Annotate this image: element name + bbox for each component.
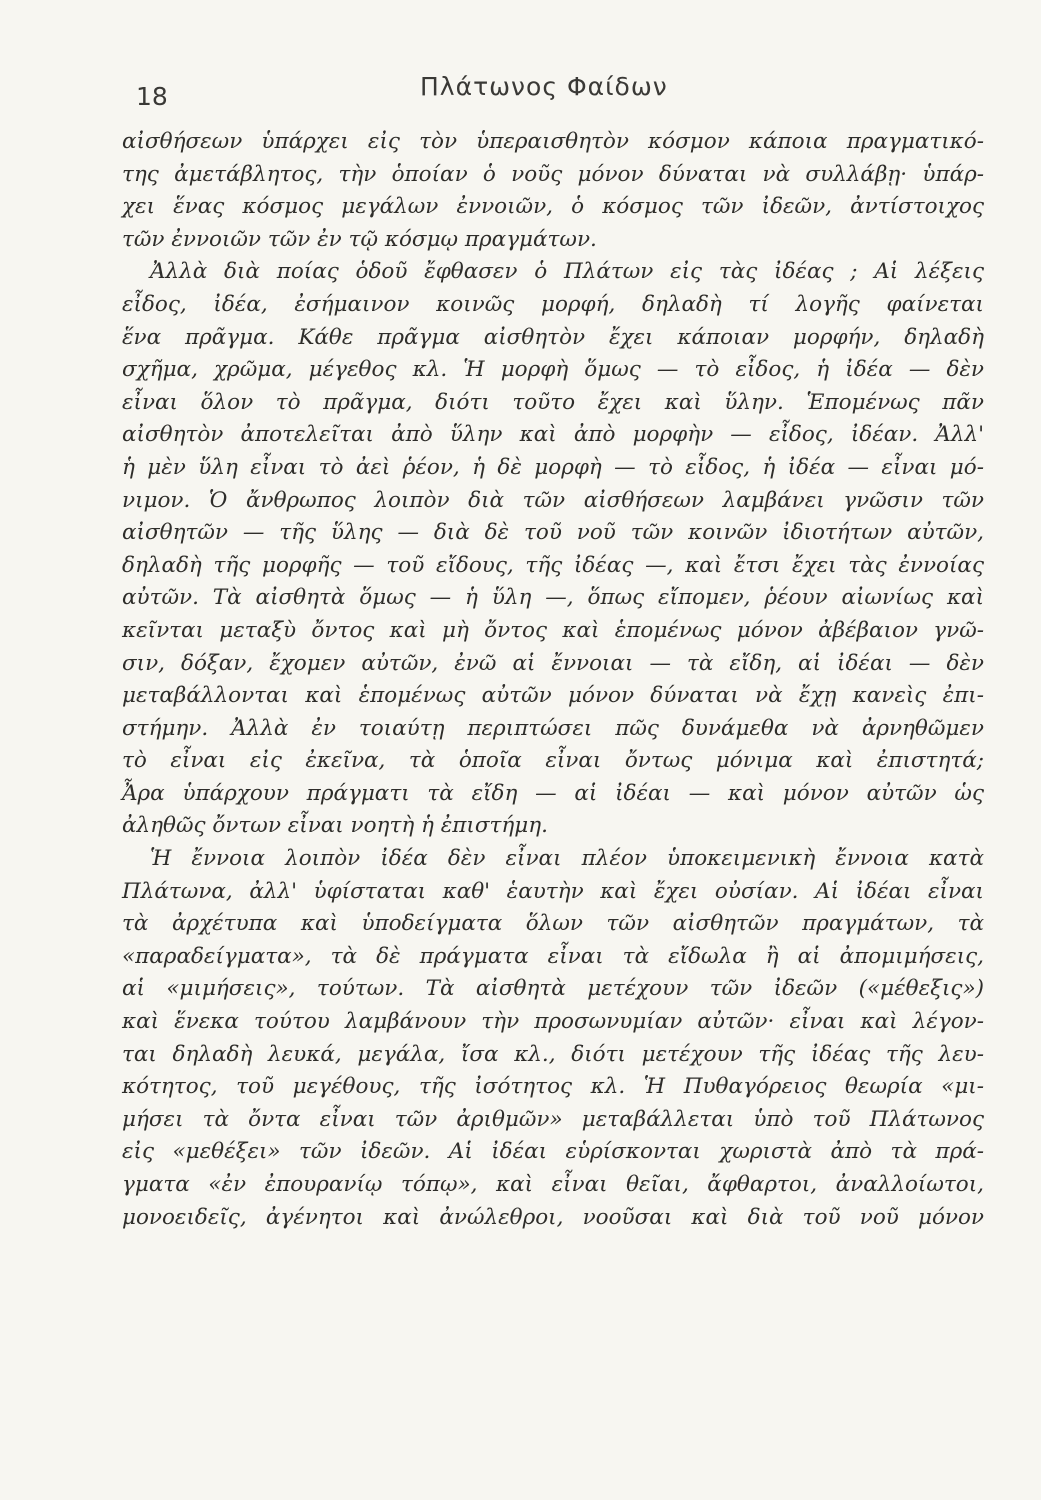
text-line: Ἡ ἔννοια λοιπὸν ἰδέα δὲν εἶναι πλέον ὑποκειμενικὴ ἔννοια κατὰ [150, 846, 984, 872]
text-line: αἱ «μιμήσεις», τούτων. Τὰ αἰσθητὰ μετέχουν τῶν ἰδεῶν («μέθεξις») [122, 976, 984, 1002]
text-line: ται δηλαδὴ λευκά, μεγάλα, ἴσα κλ., διότι μετέχουν τῆς ἰδέας τῆς λευ- [122, 1041, 984, 1067]
text-line: χει ἕνας κόσμος μεγάλων ἐννοιῶν, ὁ κόσμος τῶν ἰδεῶν, ἀντίστοιχος [122, 194, 984, 220]
text-line: μονοειδεῖς, ἀγένητοι καὶ ἀνώλεθροι, νοοῦσαι καὶ διὰ τοῦ νοῦ μόνον [122, 1204, 984, 1230]
text-line: τὸ εἶναι εἰς ἐκεῖνα, τὰ ὁποῖα εἶναι ὄντως μόνιμα καὶ ἐπιστητά; [122, 748, 984, 774]
text-line: «παραδείγματα», τὰ δὲ πράγματα εἶναι τὰ εἴδωλα ἢ αἱ ἀπομιμήσεις, [122, 943, 984, 969]
page-number: 18 [136, 82, 168, 111]
text-line: ἡ μὲν ὕλη εἶναι τὸ ἀεὶ ῥέον, ἡ δὲ μορφὴ — τὸ εἶδος, ἡ ἰδέα — εἶναι μό- [122, 454, 984, 480]
text-line: κεῖνται μεταξὺ ὄντος καὶ μὴ ὄντος καὶ ἑπομένως μόνον ἀβέβαιον γνῶ- [122, 617, 984, 643]
text-line: εἰς «μεθέξει» τῶν ἰδεῶν. Αἱ ἰδέαι εὑρίσκονται χωριστὰ ἀπὸ τὰ πρά- [122, 1139, 984, 1165]
text-line: τὰ ἀρχέτυπα καὶ ὑποδείγματα ὅλων τῶν αἰσθητῶν πραγμάτων, τὰ [122, 911, 984, 937]
text-line: εἶδος, ἰδέα, ἐσήμαινον κοινῶς μορφή, δηλαδὴ τί λογῆς φαίνεται [122, 291, 984, 317]
text-line: αἰσθήσεων ὑπάρχει εἰς τὸν ὑπεραισθητὸν κόσμον κάποια πραγματικό- [122, 129, 984, 154]
text-line: στήμην. Ἀλλὰ ἐν τοιαύτῃ περιπτώσει πῶς δυνάμεθα νὰ ἀρνηθῶμεν [122, 715, 984, 741]
text-line: δηλαδὴ τῆς μορφῆς — τοῦ εἴδους, τῆς ἰδέας —, καὶ ἔτσι ἔχει τὰς ἐννοίας [122, 552, 984, 578]
text-line: αἰσθητὸν ἀποτελεῖται ἀπὸ ὕλην καὶ ἀπὸ μορφὴν — εἶδος, ἰδέαν. Ἀλλ' [122, 422, 984, 448]
text-line: ἀληθῶς ὄντων εἶναι νοητὴ ἡ ἐπιστήμη. [122, 813, 549, 839]
text-line: αὐτῶν. Τὰ αἰσθητὰ ὅμως — ἡ ὕλη —, ὅπως εἴπομεν, ῥέουν αἰωνίως καὶ [122, 585, 984, 611]
text-line: κότητος, τοῦ μεγέθους, τῆς ἰσότητος κλ. Ἡ Πυθαγόρειος θεωρία «μι- [122, 1074, 984, 1100]
text-line: Ἀλλὰ διὰ ποίας ὁδοῦ ἔφθασεν ὁ Πλάτων εἰς τὰς ἰδέας ; Αἱ λέξεις [150, 259, 984, 285]
text-line: καὶ ἕνεκα τούτου λαμβάνουν τὴν προσωνυμίαν αὐτῶν· εἶναι καὶ λέγον- [122, 1009, 984, 1035]
running-head [0, 72, 1041, 112]
text-line: σιν, δόξαν, ἔχομεν αὐτῶν, ἐνῶ αἱ ἔννοιαι — τὰ εἴδη, αἱ ἰδέαι — δὲν [122, 650, 984, 676]
text-line: αἰσθητῶν — τῆς ὕλης — διὰ δὲ τοῦ νοῦ τῶν κοινῶν ἰδιοτήτων αὐτῶν, [122, 520, 984, 546]
text-line: τῶν ἐννοιῶν τῶν ἐν τῷ κόσμῳ πραγμάτων. [122, 226, 597, 252]
text-line: Ἆρα ὑπάρχουν πράγματι τὰ εἴδη — αἱ ἰδέαι — καὶ μόνον αὐτῶν ὡς [122, 780, 984, 806]
text-line: εἶναι ὅλον τὸ πρᾶγμα, διότι τοῦτο ἔχει καὶ ὕλην. Ἑπομένως πᾶν [122, 389, 984, 415]
text-line: νιμον. Ὁ ἄνθρωπος λοιπὸν διὰ τῶν αἰσθήσεων λαμβάνει γνῶσιν τῶν [122, 487, 984, 513]
text-line: Πλάτωνα, ἀλλ' ὑφίσταται καθ' ἑαυτὴν καὶ ἔχει οὐσίαν. Αἱ ἰδέαι εἶναι [122, 878, 984, 904]
body-text [122, 126, 984, 1234]
text-line: της ἀμετάβλητος, τὴν ὁποίαν ὁ νοῦς μόνον δύναται νὰ συλλάβῃ· ὑπάρ- [122, 161, 984, 187]
text-line: μεταβάλλονται καὶ ἑπομένως αὐτῶν μόνον δύναται νὰ ἔχῃ κανεὶς ἐπι- [122, 683, 984, 709]
running-title: Πλάτωνος Φαίδων [420, 72, 668, 101]
text-line: σχῆμα, χρῶμα, μέγεθος κλ. Ἡ μορφὴ ὅμως — τὸ εἶδος, ἡ ἰδέα — δὲν [122, 357, 984, 383]
text-line: μήσει τὰ ὄντα εἶναι τῶν ἀριθμῶν» μεταβάλλεται ὑπὸ τοῦ Πλάτωνος [122, 1106, 984, 1132]
text-line: ἕνα πρᾶγμα. Κάθε πρᾶγμα αἰσθητὸν ἔχει κάποιαν μορφήν, δηλαδὴ [122, 324, 984, 350]
text-line: γματα «ἐν ἐπουρανίῳ τόπῳ», καὶ εἶναι θεῖαι, ἄφθαρτοι, ἀναλλοίωτοι, [122, 1172, 984, 1197]
